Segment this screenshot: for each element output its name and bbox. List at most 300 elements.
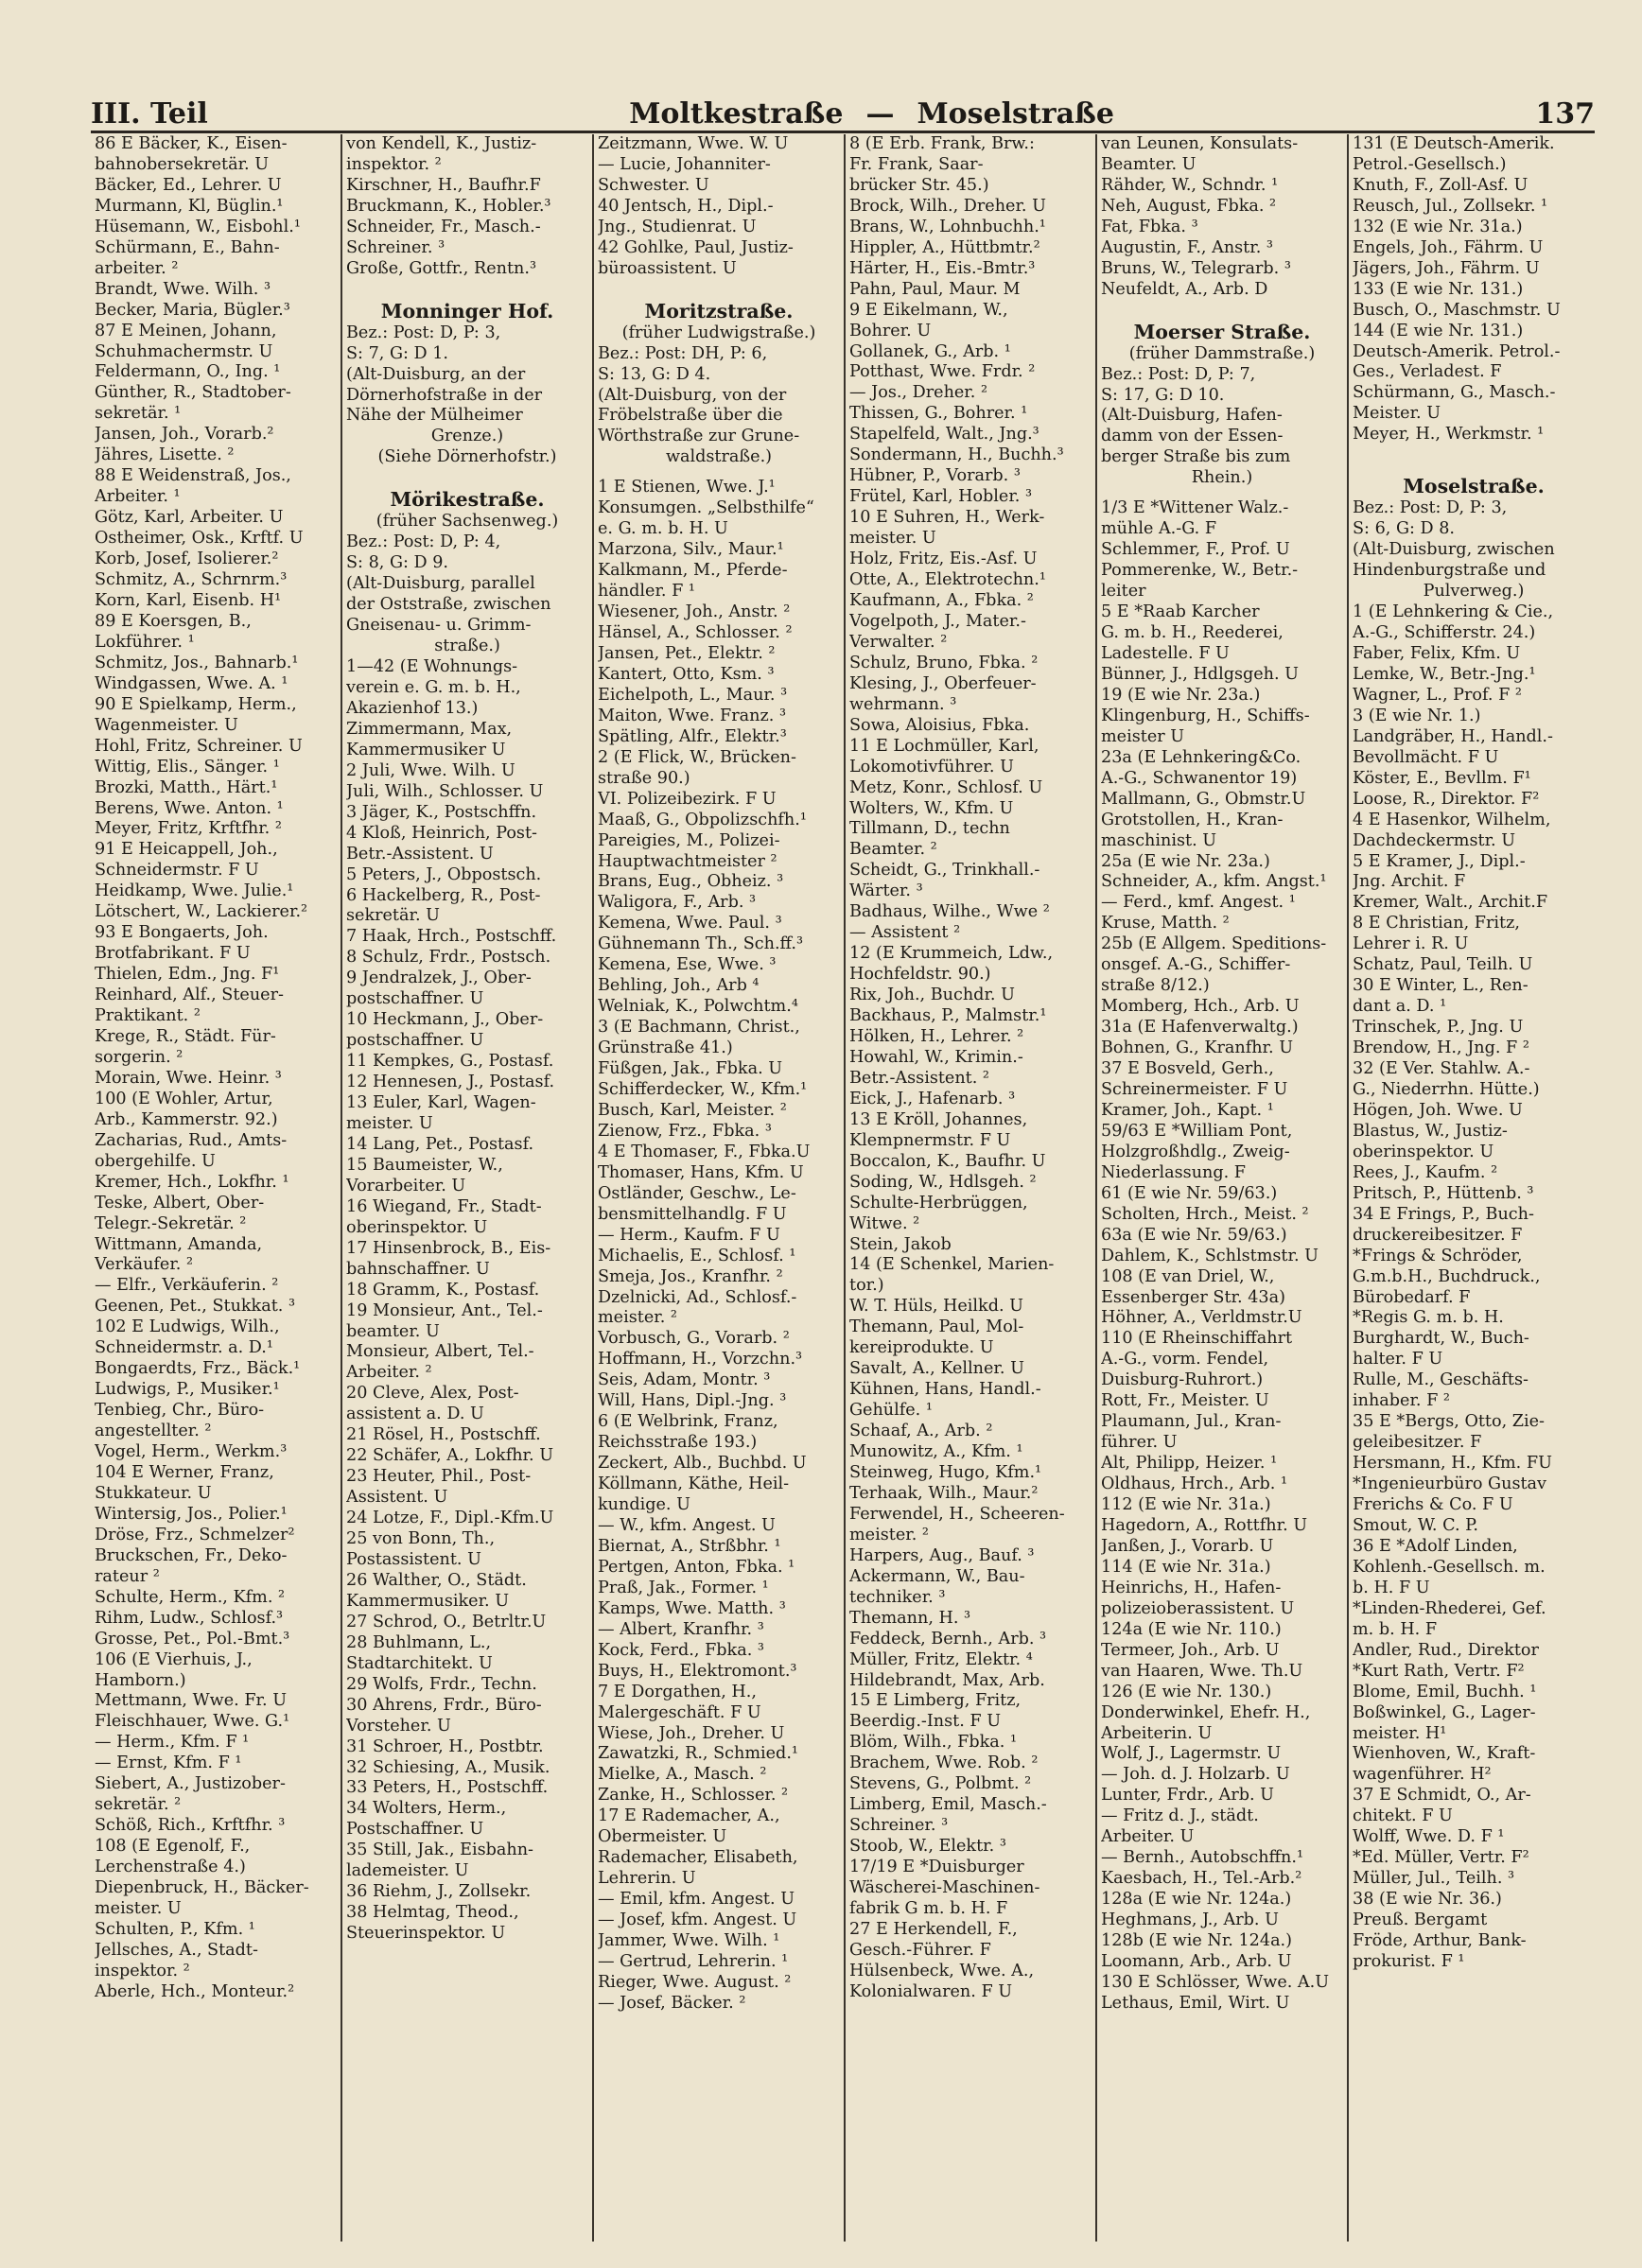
directory-entry-line: chitekt. F U — [1353, 1806, 1453, 1826]
directory-entry-line: Otte, A., Elektrotechn.¹ — [849, 570, 1046, 590]
directory-entry-line: halter. F U — [1353, 1350, 1443, 1370]
directory-entry-line: 108 (E Egenolf, F., — [95, 1837, 251, 1857]
directory-entry-line: Seis, Adam, Montr. ³ — [598, 1370, 771, 1390]
directory-entry-line: Meister. U — [1353, 404, 1441, 424]
directory-entry-line: Köllmann, Käthe, Heil- — [598, 1474, 790, 1494]
directory-entry-line: — Jos., Dreher. ² — [849, 383, 988, 403]
directory-entry-line: Vorbusch, G., Vorarb. ² — [598, 1329, 790, 1349]
directory-entry-line: Wolff, Wwe. D. F ¹ — [1353, 1827, 1505, 1847]
directory-entry-line: 130 E Schlösser, Wwe. A.U — [1101, 1972, 1330, 1992]
directory-entry-line: Bünner, J., Hdlgsgeh. U — [1101, 664, 1300, 684]
directory-entry-line: Hamborn.) — [95, 1670, 186, 1690]
directory-entry-line: Pulverweg.) — [1423, 582, 1525, 602]
directory-entry-line: Bäcker, Ed., Lehrer. U — [95, 175, 282, 195]
directory-entry-line: 36 Riehm, J., Zollsekr. — [346, 1882, 532, 1902]
directory-entry-line: 126 (E wie Nr. 130.) — [1101, 1682, 1272, 1701]
directory-entry-line: Hindenburgstraße und — [1353, 561, 1546, 581]
directory-entry-line: — Bernh., Autobschffn.¹ — [1101, 1848, 1304, 1868]
directory-entry-line: — Josef, Bäcker. ² — [598, 1993, 746, 2013]
directory-entry-line: Tillmann, D., techn — [849, 819, 1010, 839]
directory-entry-line: sorgerin. ² — [95, 1047, 183, 1067]
part-label: III. Teil — [91, 97, 208, 131]
directory-entry-line: obergehilfe. U — [95, 1151, 216, 1171]
directory-entry-line: 3 (E Bachmann, Christ., — [598, 1018, 800, 1038]
directory-entry-line: Jammer, Wwe. Wilh. ¹ — [598, 1931, 780, 1951]
directory-entry-line: Kirschner, H., Baufhr.F — [346, 175, 541, 195]
directory-entry-line: Ludwigs, P., Musiker.¹ — [95, 1380, 280, 1400]
directory-entry-line: Diepenbruck, H., Bäcker- — [95, 1878, 309, 1898]
directory-entry-line: Grosse, Pet., Pol.-Bmt.³ — [95, 1629, 290, 1649]
directory-entry-line: Hohl, Fritz, Schreiner. U — [95, 736, 303, 756]
directory-entry-line: Akazienhof 13.) — [346, 698, 479, 718]
directory-entry-line: (Alt-Duisburg, von der — [598, 385, 787, 405]
directory-entry-line: 16 Wiegand, Fr., Stadt- — [346, 1196, 542, 1216]
directory-entry-line: Kremer, Walt., Archit.F — [1353, 893, 1548, 913]
directory-entry-line: Zeckert, Alb., Buchbd. U — [598, 1454, 807, 1474]
directory-entry-line: 3 (E wie Nr. 1.) — [1353, 706, 1481, 725]
directory-entry-line: Siebert, A., Justizober- — [95, 1774, 286, 1794]
directory-entry-line: Meyer, Fritz, Krftfhr. ² — [95, 819, 282, 839]
directory-entry-line: 110 (E Rheinschiffahrt — [1101, 1329, 1293, 1349]
directory-entry-line: Frerichs & Co. F U — [1353, 1495, 1513, 1515]
directory-entry-line: der Oststraße, zwischen — [346, 595, 551, 615]
directory-entry-line: Vogel, Herm., Werkm.³ — [95, 1442, 288, 1462]
directory-entry-line: (Alt-Duisburg, zwischen — [1353, 540, 1555, 560]
directory-entry-line: 32 Schiesing, A., Musik. — [346, 1757, 550, 1777]
directory-entry-line: Kramer, Joh., Kapt. ¹ — [1101, 1100, 1274, 1120]
directory-entry-line: Müller, Fritz, Elektr. ⁴ — [849, 1649, 1033, 1669]
directory-entry-line: Rihm, Ludw., Schlosf.³ — [95, 1608, 284, 1628]
directory-entry-line: Hübner, P., Vorarb. ³ — [849, 466, 1021, 486]
directory-entry-line: Limberg, Emil, Masch.- — [849, 1795, 1047, 1815]
directory-entry-line: waldstraße.) — [665, 447, 773, 467]
directory-entry-line: 31 Schroer, H., Postbtr. — [346, 1736, 544, 1756]
directory-entry-line: Sondermann, H., Buchh.³ — [849, 445, 1064, 465]
directory-entry-line: Gneisenau- u. Grimm- — [346, 616, 532, 636]
directory-entry-line: postschaffner. U — [346, 1031, 484, 1051]
directory-entry-line: Pahn, Paul, Maur. M — [849, 279, 1021, 299]
directory-entry-line: 12 Hennesen, J., Postasf. — [346, 1073, 555, 1092]
directory-entry-line: Scheidt, G., Trinkhall.- — [849, 861, 1040, 881]
directory-entry-line: prokurist. F ¹ — [1353, 1952, 1465, 1972]
directory-entry-line: Berens, Wwe. Anton. ¹ — [95, 798, 284, 818]
directory-entry-line: Hüsemann, W., Eisbohl.¹ — [95, 217, 301, 236]
directory-entry-line: Bez.: Post: D, P: 3, — [346, 323, 501, 342]
street-heading: Moselstraße. — [1403, 475, 1545, 498]
directory-entry-line: 42 Gohlke, Paul, Justiz- — [598, 237, 794, 257]
street-range-end: Moselstraße — [917, 97, 1114, 131]
directory-entry-line: Schulte, Herm., Kfm. ² — [95, 1587, 286, 1607]
directory-entry-line: Jägers, Joh., Fährm. U — [1353, 258, 1540, 278]
directory-entry-line: *Kurt Rath, Vertr. F² — [1353, 1661, 1525, 1681]
spacer — [1353, 445, 1595, 455]
directory-entry-line: Vorsteher. U — [346, 1716, 451, 1736]
directory-entry-line: Loomann, Arb., Arb. U — [1101, 1952, 1292, 1972]
directory-entry-line: Landgräber, H., Handl.- — [1353, 726, 1553, 746]
directory-entry-line: Spätling, Alfr., Elektr.³ — [598, 726, 787, 746]
directory-entry-line: Badhaus, Wilhe., Wwe ² — [849, 902, 1050, 922]
directory-entry-line: Juli, Wilh., Schlosser. U — [346, 781, 544, 801]
directory-entry-line: 8 (E Erb. Frank, Brw.: — [849, 134, 1035, 153]
directory-entry-line: Heidkamp, Wwe. Julie.¹ — [95, 881, 294, 901]
directory-entry-line: Schaaf, A., Arb. ² — [849, 1422, 993, 1441]
directory-entry-line: Lehrer i. R. U — [1353, 934, 1469, 954]
directory-entry-line: Brandt, Wwe. Wilh. ³ — [95, 279, 271, 299]
street-heading: Monninger Hof. — [380, 299, 554, 323]
directory-entry-line: Terhaak, Wilh., Maur.² — [849, 1483, 1039, 1503]
directory-entry-line: Korn, Karl, Eisenb. H¹ — [95, 590, 282, 610]
directory-entry-line: Gühnemann Th., Sch.ff.³ — [598, 934, 804, 954]
directory-entry-line: führer. U — [1101, 1433, 1178, 1453]
directory-entry-line: Verkäufer. ² — [95, 1255, 194, 1275]
directory-entry-line: Kock, Ferd., Fbka. ³ — [598, 1640, 764, 1660]
directory-entry-line: arbeiter. ² — [95, 258, 179, 278]
directory-entry-line: Stein, Jakob — [849, 1234, 952, 1254]
directory-entry-line: Buys, H., Elektromont.³ — [598, 1661, 797, 1681]
spacer — [598, 280, 840, 289]
directory-entry-line: Kammermusiker U — [346, 740, 506, 759]
directory-entry-line: Andler, Rud., Direktor — [1353, 1640, 1539, 1660]
street-range-title — [629, 97, 1114, 131]
directory-entry-line: 93 E Bongaerts, Joh. — [95, 923, 269, 943]
directory-entry-line: Wolf, J., Lagermstr. U — [1101, 1744, 1282, 1764]
directory-entry-line: Sowa, Aloisius, Fbka. — [849, 715, 1030, 735]
directory-entry-line: Lethaus, Emil, Wirt. U — [1101, 1993, 1290, 2013]
directory-entry-line: bahnobersekretär. U — [95, 154, 270, 174]
directory-entry-line: Krege, R., Städt. Für- — [95, 1026, 276, 1046]
directory-entry-line: Arbeiterin. U — [1101, 1723, 1213, 1743]
directory-entry-line: — Ferd., kmf. Angest. ¹ — [1101, 893, 1296, 913]
directory-entry-line: Beamter. U — [1101, 154, 1197, 174]
directory-entry-line: Oldhaus, Hrch., Arb. ¹ — [1101, 1474, 1288, 1494]
directory-entry-line: 33 Peters, H., Postschff. — [346, 1778, 549, 1798]
directory-entry-line: 31a (E Hafenverwaltg.) — [1101, 1018, 1299, 1038]
directory-entry-line: Faber, Felix, Kfm. U — [1353, 643, 1521, 663]
directory-entry-line: Stoob, W., Elektr. ³ — [849, 1837, 1006, 1857]
directory-entry-line: Lerchenstraße 4.) — [95, 1858, 246, 1877]
directory-entry-line: assistent a. D. U — [346, 1404, 484, 1424]
directory-entry-line: Themann, H. ³ — [849, 1608, 971, 1628]
directory-entry-line: Stukkateur. U — [95, 1483, 212, 1503]
directory-entry-line: Hänsel, A., Schlosser. ² — [598, 623, 793, 643]
directory-entry-line: Rademacher, Elisabeth, — [598, 1848, 798, 1868]
directory-entry-line: Holz, Fritz, Eis.-Asf. U — [849, 550, 1038, 569]
directory-entry-line: Neh, August, Fbka. ² — [1101, 196, 1277, 216]
directory-entry-line: Ferwendel, H., Scheeren- — [849, 1504, 1065, 1524]
directory-entry-line: Kaufmann, A., Fbka. ² — [849, 590, 1034, 610]
directory-entry-line: 5 E *Raab Karcher — [1101, 602, 1260, 622]
directory-entry-line: Aberle, Hch., Monteur.² — [95, 1981, 295, 2001]
directory-entry-line: 17 E Rademacher, A., — [598, 1806, 780, 1826]
page-number: 137 — [1535, 97, 1595, 131]
directory-entry-line: Jähres, Lisette. ² — [95, 445, 235, 465]
directory-entry-line: G., Niederrhn. Hütte.) — [1353, 1079, 1540, 1099]
directory-entry-line: 15 Baumeister, W., — [346, 1155, 503, 1175]
directory-entry-line: Soding, W., Hdlsgeh. ² — [849, 1172, 1037, 1192]
directory-entry-line: 1 E Stienen, Wwe. J.¹ — [598, 478, 776, 497]
directory-entry-line: polizeioberassistent. U — [1101, 1598, 1295, 1618]
directory-entry-line: Verwalter. ² — [849, 632, 948, 652]
directory-entry-line: Füßgen, Jak., Fbka. U — [598, 1059, 783, 1079]
directory-entry-line: 23a (E Lehnkering&Co. — [1101, 747, 1301, 767]
directory-entry-line: verein e. G. m. b. H., — [346, 677, 521, 697]
directory-entry-line: 24 Lotze, F., Dipl.-Kfm.U — [346, 1509, 554, 1528]
directory-entry-line: Bez.: Post: DH, P: 6, — [598, 343, 768, 363]
directory-entry-line: Ostheimer, Osk., Krftf. U — [95, 529, 304, 549]
directory-entry-line: Zanke, H., Schlosser. ² — [598, 1786, 789, 1806]
directory-entry-line: Postassistent. U — [346, 1550, 481, 1569]
directory-entry-line: 88 E Weidenstraß, Jos., — [95, 466, 291, 486]
directory-entry-line: 59/63 E *William Pont, — [1101, 1121, 1293, 1141]
directory-entry-line: S: 13, G: D 4. — [598, 364, 711, 384]
directory-entry-line: Schürmann, E., Bahn- — [95, 237, 280, 257]
directory-entry-line: maschinist. U — [1101, 830, 1217, 850]
directory-entry-line: — Elfr., Verkäuferin. ² — [95, 1276, 279, 1296]
directory-entry-line: 114 (E wie Nr. 31a.) — [1101, 1557, 1271, 1577]
directory-entry-line: Boccalon, K., Baufhr. U — [849, 1151, 1046, 1171]
directory-entry-line: Kalkmann, M., Pferde- — [598, 561, 788, 581]
directory-entry-line: meister. U — [849, 529, 936, 549]
directory-entry-line: Will, Hans, Dipl.-Jng. ³ — [598, 1391, 787, 1411]
directory-entry-line: Boßwinkel, G., Lager- — [1353, 1702, 1536, 1722]
directory-entry-line: Ladestelle. F U — [1101, 643, 1230, 663]
directory-entry-line: Schöß, Rich., Krftfhr. ³ — [95, 1816, 286, 1836]
directory-entry-line: G. m. b. H., Reederei, — [1101, 623, 1284, 643]
directory-entry-line: Kremer, Hch., Lokfhr. ¹ — [95, 1172, 289, 1192]
directory-entry-line: druckereibesitzer. F — [1353, 1225, 1523, 1245]
directory-entry-line: Frütel, Karl, Hobler. ³ — [849, 487, 1033, 507]
directory-column — [594, 134, 846, 2242]
directory-entry-line: Bohnen, G., Kranfhr. U — [1101, 1038, 1294, 1058]
directory-entry-line: 19 (E wie Nr. 23a.) — [1101, 685, 1261, 705]
directory-entry-line: Schreinermeister. F U — [1101, 1079, 1288, 1099]
directory-entry-line: beamter. U — [346, 1321, 440, 1341]
directory-entry-line: van Leunen, Konsulats- — [1101, 134, 1299, 153]
directory-entry-line: büroassistent. U — [598, 258, 737, 278]
directory-entry-line: Thissen, G., Bohrer. ¹ — [849, 404, 1028, 424]
directory-entry-line: 37 E Bosveld, Gerh., — [1101, 1059, 1274, 1079]
directory-entry-line: 20 Cleve, Alex, Post- — [346, 1384, 519, 1404]
directory-entry-line: 6 Hackelberg, R., Post- — [346, 885, 541, 905]
directory-entry-line: 108 (E van Driel, W., — [1101, 1266, 1275, 1286]
directory-entry-line: A.-G., Schwanentor 19) — [1101, 768, 1298, 788]
directory-entry-line: A.-G., Schifferstr. 24.) — [1353, 623, 1536, 643]
directory-entry-line: inspektor. ² — [346, 154, 442, 174]
directory-entry-line: 104 E Werner, Franz, — [95, 1463, 274, 1482]
directory-entry-line: Loose, R., Direktor. F² — [1353, 789, 1540, 809]
directory-entry-line: Große, Gottfr., Rentn.³ — [346, 258, 536, 278]
directory-entry-line: Schulten, P., Kfm. ¹ — [95, 1919, 255, 1939]
directory-entry-line: geleibesitzer. F — [1353, 1433, 1482, 1453]
directory-entry-line: Brock, Wilh., Dreher. U — [849, 196, 1046, 216]
directory-entry-line: 15 E Limberg, Fritz, — [849, 1691, 1022, 1711]
directory-entry-line: (Alt-Duisburg, parallel — [346, 574, 535, 594]
directory-entry-line: 29 Wolfs, Frdr., Techn. — [346, 1674, 537, 1694]
directory-entry-line: 63a (E wie Nr. 59/63.) — [1101, 1225, 1287, 1245]
directory-entry-line: Wiesener, Joh., Anstr. ² — [598, 602, 791, 622]
directory-entry-line: Mielke, A., Masch. ² — [598, 1765, 767, 1785]
directory-entry-line: Smout, W. C. P. — [1353, 1516, 1478, 1535]
directory-entry-line: inhaber. F ² — [1353, 1391, 1450, 1411]
directory-entry-line: Hildebrandt, Max, Arb. — [849, 1670, 1045, 1690]
directory-entry-line: Eick, J., Hafenarb. ³ — [849, 1089, 1016, 1108]
directory-entry-line: 28 Buhlmann, L., — [346, 1632, 492, 1652]
directory-entry-line: meister. ² — [849, 1525, 929, 1544]
directory-entry-line: Wintersig, Jos., Polier.¹ — [95, 1504, 288, 1524]
directory-entry-line: Grünstraße 41.) — [598, 1038, 733, 1058]
directory-entry-line: 7 E Dorgathen, H., — [598, 1682, 757, 1701]
directory-entry-line: Themann, Paul, Mol- — [849, 1317, 1024, 1337]
directory-entry-line: Klempnermstr. F U — [849, 1130, 1011, 1150]
directory-entry-line: VI. Polizeibezirk. F U — [598, 789, 777, 809]
directory-entry-line: 1—42 (E Wohnungs- — [346, 657, 518, 677]
directory-entry-line: Hochfeldstr. 90.) — [849, 965, 991, 985]
directory-entry-line: Korb, Josef, Isolierer.² — [95, 550, 279, 569]
directory-entry-line: *Ingenieurbüro Gustav — [1353, 1474, 1546, 1494]
directory-entry-line: sekretär. ¹ — [95, 404, 182, 424]
directory-entry-line: meister. ² — [598, 1308, 677, 1328]
directory-column — [846, 134, 1097, 2242]
directory-entry-line: Potthast, Wwe. Frdr. ² — [849, 362, 1036, 382]
directory-entry-line: *Linden-Rhederei, Gef. — [1353, 1598, 1546, 1618]
directory-entry-line: Vorarbeiter. U — [346, 1176, 466, 1195]
directory-entry-line: Janßen, J., Vorarb. U — [1101, 1536, 1274, 1556]
directory-entry-line: Bez.: Post: D, P: 7, — [1101, 364, 1256, 384]
directory-entry-line: 124a (E wie Nr. 110.) — [1101, 1619, 1282, 1639]
directory-entry-line: Brotfabrikant. F U — [95, 944, 251, 964]
directory-entry-line: Blastus, W., Justiz- — [1353, 1121, 1508, 1141]
directory-entry-line: S: 17, G: D 10. — [1101, 385, 1225, 405]
directory-entry-line: Schuhmachermstr. U — [95, 341, 273, 361]
directory-entry-line: damm von der Essen- — [1101, 427, 1284, 446]
spacer — [1101, 301, 1343, 310]
directory-entry-line: Preuß. Bergamt — [1353, 1910, 1488, 1930]
directory-entry-line: Dröse, Frz., Schmelzer² — [95, 1525, 295, 1544]
directory-entry-line: Behling, Joh., Arb ⁴ — [598, 976, 760, 996]
directory-entry-line: Murmann, Kl, Büglin.¹ — [95, 196, 284, 216]
directory-column — [91, 134, 342, 2242]
spacer — [346, 468, 588, 478]
directory-entry-line: Tenbieg, Chr., Büro- — [95, 1401, 265, 1421]
directory-entry-line: Fleischhauer, Wwe. G.¹ — [95, 1712, 290, 1732]
directory-entry-line: — Josef, kfm. Angest. U — [598, 1910, 797, 1930]
directory-entry-line: brücker Str. 45.) — [849, 175, 989, 195]
directory-entry-line: (früher Sachsenweg.) — [376, 512, 559, 532]
directory-columns — [91, 134, 1598, 2242]
directory-entry-line: Petrol.-Gesellsch.) — [1353, 154, 1507, 174]
directory-entry-line: Klesing, J., Oberfeuer- — [849, 673, 1037, 693]
directory-entry-line: Bürobedarf. F — [1353, 1287, 1471, 1307]
directory-entry-line: Thomaser, Hans, Kfm. U — [598, 1162, 804, 1182]
directory-entry-line: Wittig, Elis., Sänger. ¹ — [95, 757, 280, 776]
directory-entry-line: Schneider, Fr., Masch.- — [346, 217, 541, 236]
directory-entry-line: Praktikant. ² — [95, 1006, 201, 1026]
directory-entry-line: Bongaerdts, Frz., Bäck.¹ — [95, 1359, 301, 1379]
directory-entry-line: Dzelnicki, Ad., Schlosf.- — [598, 1287, 797, 1307]
directory-entry-line: Kamps, Wwe. Matth. ³ — [598, 1598, 786, 1618]
directory-entry-line: Maiton, Wwe. Franz. ³ — [598, 706, 786, 725]
directory-entry-line: Schreiner. ³ — [346, 237, 445, 257]
directory-entry-line: Feddeck, Bernh., Arb. ³ — [849, 1629, 1047, 1649]
directory-entry-line: Alt, Philipp, Heizer. ¹ — [1101, 1454, 1278, 1474]
directory-entry-line: Wärter. ³ — [849, 881, 923, 901]
directory-entry-line: 2 Juli, Wwe. Wilh. U — [346, 760, 515, 780]
directory-entry-line: Kühnen, Hans, Handl.- — [849, 1380, 1041, 1400]
directory-entry-line: 91 E Heicappell, Joh., — [95, 840, 278, 860]
directory-entry-line: Smeja, Jos., Kranfhr. ² — [598, 1266, 783, 1286]
directory-entry-line: fabrik G m. b. H. F — [849, 1899, 1008, 1919]
directory-entry-line: Wagenmeister. U — [95, 715, 238, 735]
directory-entry-line: 87 E Meinen, Johann, — [95, 321, 277, 340]
directory-entry-line: Ackermann, W., Bau- — [849, 1566, 1025, 1586]
directory-entry-line: *Regis G. m. b. H. — [1353, 1308, 1504, 1328]
directory-entry-line: Termeer, Joh., Arb. U — [1101, 1640, 1280, 1660]
directory-entry-line: Arbeiter. U — [1101, 1827, 1195, 1847]
directory-entry-line: Feldermann, O., Ing. ¹ — [95, 362, 281, 382]
directory-entry-line: (früher Ludwigstraße.) — [621, 323, 816, 342]
directory-entry-line: A.-G., vorm. Fendel, — [1101, 1350, 1269, 1370]
directory-entry-line: Schmitz, Jos., Bahnarb.¹ — [95, 653, 299, 672]
directory-entry-line: Stadtarchitekt. U — [346, 1653, 493, 1673]
directory-entry-line: Niederlassung. F — [1101, 1162, 1247, 1182]
directory-entry-line: 131 (E Deutsch-Amerik. — [1353, 134, 1555, 153]
directory-entry-line: Windgassen, Wwe. A. ¹ — [95, 673, 288, 693]
directory-entry-line: Gollanek, G., Arb. ¹ — [849, 341, 1011, 361]
directory-entry-line: berger Straße bis zum — [1101, 447, 1291, 467]
directory-entry-line: lademeister. U — [346, 1861, 469, 1881]
directory-entry-line: — Gertrud, Lehrerin. ¹ — [598, 1952, 789, 1972]
directory-entry-line: 35 Still, Jak., Eisbahn- — [346, 1841, 534, 1860]
directory-entry-line: *Ed. Müller, Vertr. F² — [1353, 1848, 1529, 1868]
directory-entry-line: Momberg, Hch., Arb. U — [1101, 997, 1300, 1017]
directory-entry-line: — Ernst, Kfm. F ¹ — [95, 1753, 242, 1773]
directory-entry-line: Fröbelstraße über die — [598, 406, 783, 426]
directory-entry-line: Malergeschäft. F U — [598, 1702, 761, 1722]
directory-entry-line: — Joh. d. J. Holzarb. U — [1101, 1765, 1290, 1785]
directory-entry-line: Wienhoven, W., Kraft- — [1353, 1744, 1536, 1764]
directory-entry-line: Kohlenh.-Gesellsch. m. — [1353, 1557, 1546, 1577]
directory-entry-line: 27 Schrod, O., Betrltr.U — [346, 1612, 547, 1631]
street-range-start: Moltkestraße — [629, 97, 844, 131]
directory-entry-line: Schreiner. ³ — [849, 1816, 949, 1836]
directory-entry-line: Lehrerin. U — [598, 1869, 696, 1889]
directory-entry-line: 61 (E wie Nr. 59/63.) — [1101, 1183, 1278, 1203]
directory-entry-line: Nähe der Mülheimer — [346, 406, 523, 426]
directory-entry-line: bensmittelhandlg. F U — [598, 1204, 787, 1224]
directory-entry-line: Günther, R., Stadtober- — [95, 383, 291, 403]
directory-column — [1097, 134, 1349, 2242]
directory-entry-line: — Lucie, Johanniter- — [598, 154, 771, 174]
spacer — [1353, 455, 1595, 464]
directory-entry-line: Backhaus, P., Malmstr.¹ — [849, 1006, 1047, 1026]
directory-entry-line: kundige. U — [598, 1495, 690, 1515]
directory-entry-line: Holzgroßhdlg., Zweig- — [1101, 1142, 1290, 1161]
directory-entry-line: straße 8/12.) — [1101, 976, 1210, 996]
directory-entry-line: Heinrichs, H., Hafen- — [1101, 1578, 1282, 1597]
spacer — [346, 280, 588, 289]
directory-entry-line: Trinschek, P., Jng. U — [1353, 1018, 1524, 1038]
directory-entry-line: (Alt-Duisburg, Hafen- — [1101, 406, 1283, 426]
directory-entry-line: S: 8, G: D 9. — [346, 553, 449, 573]
directory-entry-line: 23 Heuter, Phil., Post- — [346, 1467, 532, 1487]
directory-entry-line: Reinhard, Alf., Steuer- — [95, 986, 284, 1005]
directory-entry-line: Schatz, Paul, Teilh. U — [1353, 955, 1533, 975]
directory-entry-line: 14 Lang, Pet., Postasf. — [346, 1134, 534, 1154]
directory-entry-line: Bruns, W., Telegrarb. ³ — [1101, 258, 1291, 278]
directory-entry-line: Beerdig.-Inst. F U — [849, 1712, 1002, 1732]
directory-entry-line: Högen, Joh. Wwe. U — [1353, 1100, 1523, 1120]
directory-entry-line: 38 (E wie Nr. 36.) — [1353, 1890, 1502, 1910]
